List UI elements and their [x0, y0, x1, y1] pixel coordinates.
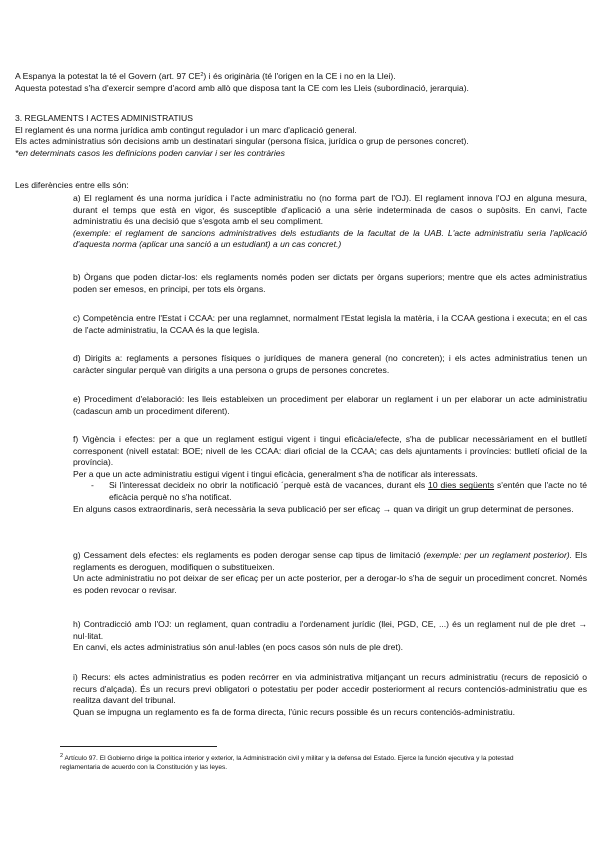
bullet-text: Si l'interessat decideix no obrir la notificació ´perquè està de vacances, durant els 10 dies següents s'entén que l'acte no té eficàcia perquè no s'ha notificat. [109, 480, 587, 502]
item-a-text: a) El reglament és una norma jurídica i l'acte administratiu no (no forma part de l'OJ). El reglament innova l'OJ en alguna mesura, durant el temps que està en vigor, és susceptible d'aplicació a una sèrie indeterminada de casos o supòsits. En canvi, l'acte administratiu és una decisió que s'esgota amb el seu compliment. [73, 193, 587, 227]
intro-line-1: A Espanya la potestat la té el Govern (art. 97 $CE^2$) i és originària (té l'origen en la CE i no en la Llei). [15, 71, 396, 81]
item-f-text: f) Vigència i efectes: per a que un reglament estigui vigent i tingui eficàcia/efecte, s'ha de publicar necessàriament en el butlletí corresponent (nivell estatal: BOE; nivell de les CCAA: diari oficial de la CCAA; cas dels ajuntaments i províncies: butlletí oficial de la província). [73, 434, 587, 468]
footnote [60, 754, 530, 772]
item-a [73, 193, 587, 251]
section-3 [15, 113, 585, 159]
item-h [73, 619, 587, 654]
definition-reglament: El reglament és una norma jurídica amb contingut regulador i un marc d'aplicació general. [15, 124, 357, 135]
item-b: b) Òrgans que poden dictar-los: els reglaments només poden ser dictats per òrgans superiors; mentre que els actes administratius poden ser emesos, en principi, per tots els òrgans. [73, 272, 587, 294]
item-i-text: i) Recurs: els actes administratius es poden recórrer en via administrativa mitjançant un recurs administratiu (recurs de reposició o recurs d'alçada). És un recurs previ obligatori o potestatiu per poder accedir posteriorment al recurs contenciós-administratiu que es realitza davant del tribunal. [73, 672, 587, 706]
item-g-text: g) Cessament dels efectes: els reglaments es poden derogar sense cap tipus de limitació (exemple: per un reglament posterior). Els reglaments es deroguen, modifiquen o substitueixen. [73, 550, 587, 572]
item-f-bullet [91, 480, 587, 503]
item-a-example: (exemple: el reglament de sancions administratives dels estudiants de la facultat de la UAB. L'acte administratiu seria l'aplicació d'aquesta norma (aplicar una sanció a un estudiant) a un cas concret.) [73, 227, 587, 250]
item-f-line-2: Per a que un acte administratiu estigui vigent i tingui eficàcia, generalment s'ha de notificar als interessats. [73, 468, 478, 479]
item-e: e) Procediment d'elaboració: les lleis estableixen un procediment per elaborar un reglament i un per elaborar un acte administratiu (cadascun amb un procediment diferent). [73, 394, 587, 416]
item-i-extra: Quan se impugna un reglamento es fa de forma directa, l'únic recurs possible és un recurs contenciós-administratiu. [73, 706, 516, 717]
item-i [73, 672, 587, 718]
underlined-deadline: 10 dies següents [428, 480, 495, 491]
footnote-separator [60, 746, 217, 747]
differences-intro: Les diferències entre ells són: [15, 180, 129, 190]
item-g-example: (exemple: per un reglament posterior). [423, 550, 573, 560]
intro-paragraph [15, 71, 585, 94]
section-heading: 3. REGLAMENTS I ACTES ADMINISTRATIUS [15, 113, 193, 123]
footnote-mark: 2 [60, 753, 64, 759]
item-g [73, 550, 587, 596]
item-d: d) Dirigits a: reglaments a persones físiques o jurídiques de manera general (no concreten); i els actes administratius tenen un caràcter singular perquè van dirigits a una persona o grups de persones concretes. [73, 353, 587, 375]
item-h-text: h) Contradicció amb l'OJ: un reglament, quan contradiu a l'ordenament jurídic (llei, PGD, CE, ...) és un reglament nul de ple dret → nul·litat. [73, 619, 587, 641]
intro-line-2: Aquesta potestad s'ha d'exercir sempre d'acord amb allò que disposa tant la CE com les Lleis (subordinació, jerarquia). [15, 82, 469, 93]
definitions-note: *en determinats casos les definicions poden canviar i ser les contràries [15, 147, 285, 158]
bullet-mark: - [91, 480, 94, 491]
item-f [73, 434, 587, 515]
item-f-extra: En alguns casos extraordinaris, serà necessària la seva publicació per ser eficaç → quan va dirigit un grup determinat de persones. [73, 503, 574, 514]
item-h-extra: En canvi, els actes administratius són anul·lables (en pocs casos són nuls de ple dret). [73, 642, 404, 653]
footnote-reference[interactable]: 2 [200, 72, 204, 78]
item-g-extra: Un acte administratiu no pot deixar de ser eficaç per un acte posterior, per a derogar-lo s'ha de seguir un procediment concret. Només es poden revocar o revisar. [73, 573, 587, 595]
footnote-text: Artículo 97. El Gobierno dirige la política interior y exterior, la Administración civil y militar y la defensa del Estado. Ejerce la función ejecutiva y la potestad reglamentaria de acuerdo con la Constitución y las leyes. [60, 755, 514, 772]
item-c: c) Competència entre l'Estat i CCAA: per una reglamnet, normalment l'Estat legisla la matèria, i la CCAA gestiona i executa; en el cas de l'acte administratiu, la CCAA és la que legisla. [73, 313, 587, 335]
definition-acte: Els actes administratius són decisions amb un destinatari singular (persona física, jurídica o grup de persones concret). [15, 136, 469, 147]
